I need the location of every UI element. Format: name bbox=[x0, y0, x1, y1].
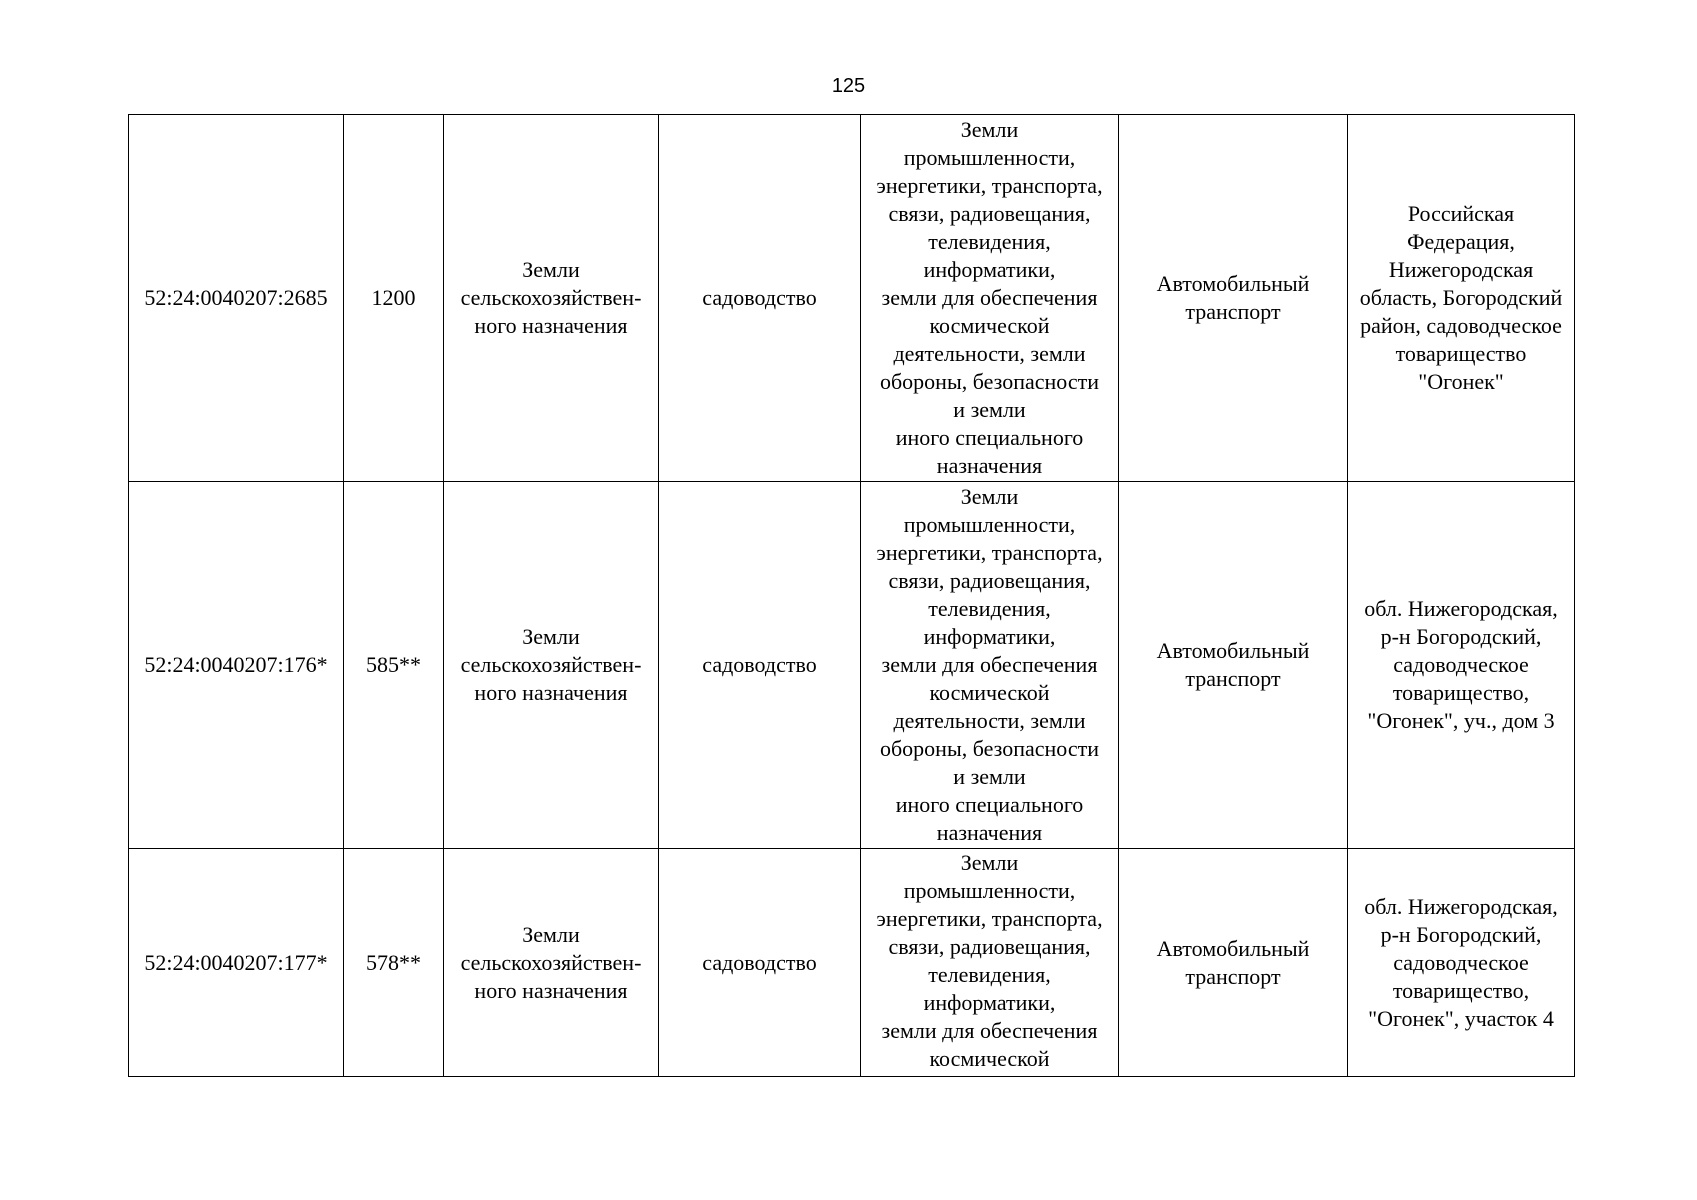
table-row bbox=[129, 482, 1575, 849]
purpose-cell: Автомобильный транспорт bbox=[1119, 115, 1348, 482]
cadastral-number-cell: 52:24:0040207:176* bbox=[129, 482, 344, 849]
purpose-cell: Автомобильный транспорт bbox=[1119, 482, 1348, 849]
address-cell: Российская Федерация, Нижегородская область, Богородский район, садоводческое товарищество "Огонек" bbox=[1348, 115, 1575, 482]
permitted-use-cell: садоводство bbox=[659, 482, 861, 849]
land-category-cell: Земли сельскохозяйствен- ного назначения bbox=[444, 115, 659, 482]
address-cell: обл. Нижегородская, р-н Богородский, садоводческое товарищество, "Огонек", участок 4 bbox=[1348, 849, 1575, 1077]
area-cell: 578** bbox=[344, 849, 444, 1077]
permitted-use-cell: садоводство bbox=[659, 115, 861, 482]
address-cell: обл. Нижегородская, р-н Богородский, садоводческое товарищество, "Огонек", уч., дом 3 bbox=[1348, 482, 1575, 849]
permitted-use-cell: садоводство bbox=[659, 849, 861, 1077]
land-category-cell: Земли сельскохозяйствен- ного назначения bbox=[444, 849, 659, 1077]
encumbrance-category-cell: Земли промышленности, энергетики, транспорта, связи, радиовещания, телевидения, информатики, земли для обеспечения космической деятельности, земли обороны, безопасности и земли иного специального назначения bbox=[861, 482, 1119, 849]
land-category-cell: Земли сельскохозяйствен- ного назначения bbox=[444, 482, 659, 849]
land-plots-table bbox=[128, 114, 1575, 1077]
cadastral-number-cell: 52:24:0040207:2685 bbox=[129, 115, 344, 482]
area-cell: 1200 bbox=[344, 115, 444, 482]
area-cell: 585** bbox=[344, 482, 444, 849]
encumbrance-category-cell: Земли промышленности, энергетики, транспорта, связи, радиовещания, телевидения, информатики, земли для обеспечения космической bbox=[861, 849, 1119, 1077]
page-number: 125 bbox=[831, 75, 866, 97]
encumbrance-category-cell: Земли промышленности, энергетики, транспорта, связи, радиовещания, телевидения, информатики, земли для обеспечения космической деятельности, земли обороны, безопасности и земли иного специального назначения bbox=[861, 115, 1119, 482]
cadastral-number-cell: 52:24:0040207:177* bbox=[129, 849, 344, 1077]
table-row bbox=[129, 849, 1575, 1077]
purpose-cell: Автомобильный транспорт bbox=[1119, 849, 1348, 1077]
table-row bbox=[129, 115, 1575, 482]
